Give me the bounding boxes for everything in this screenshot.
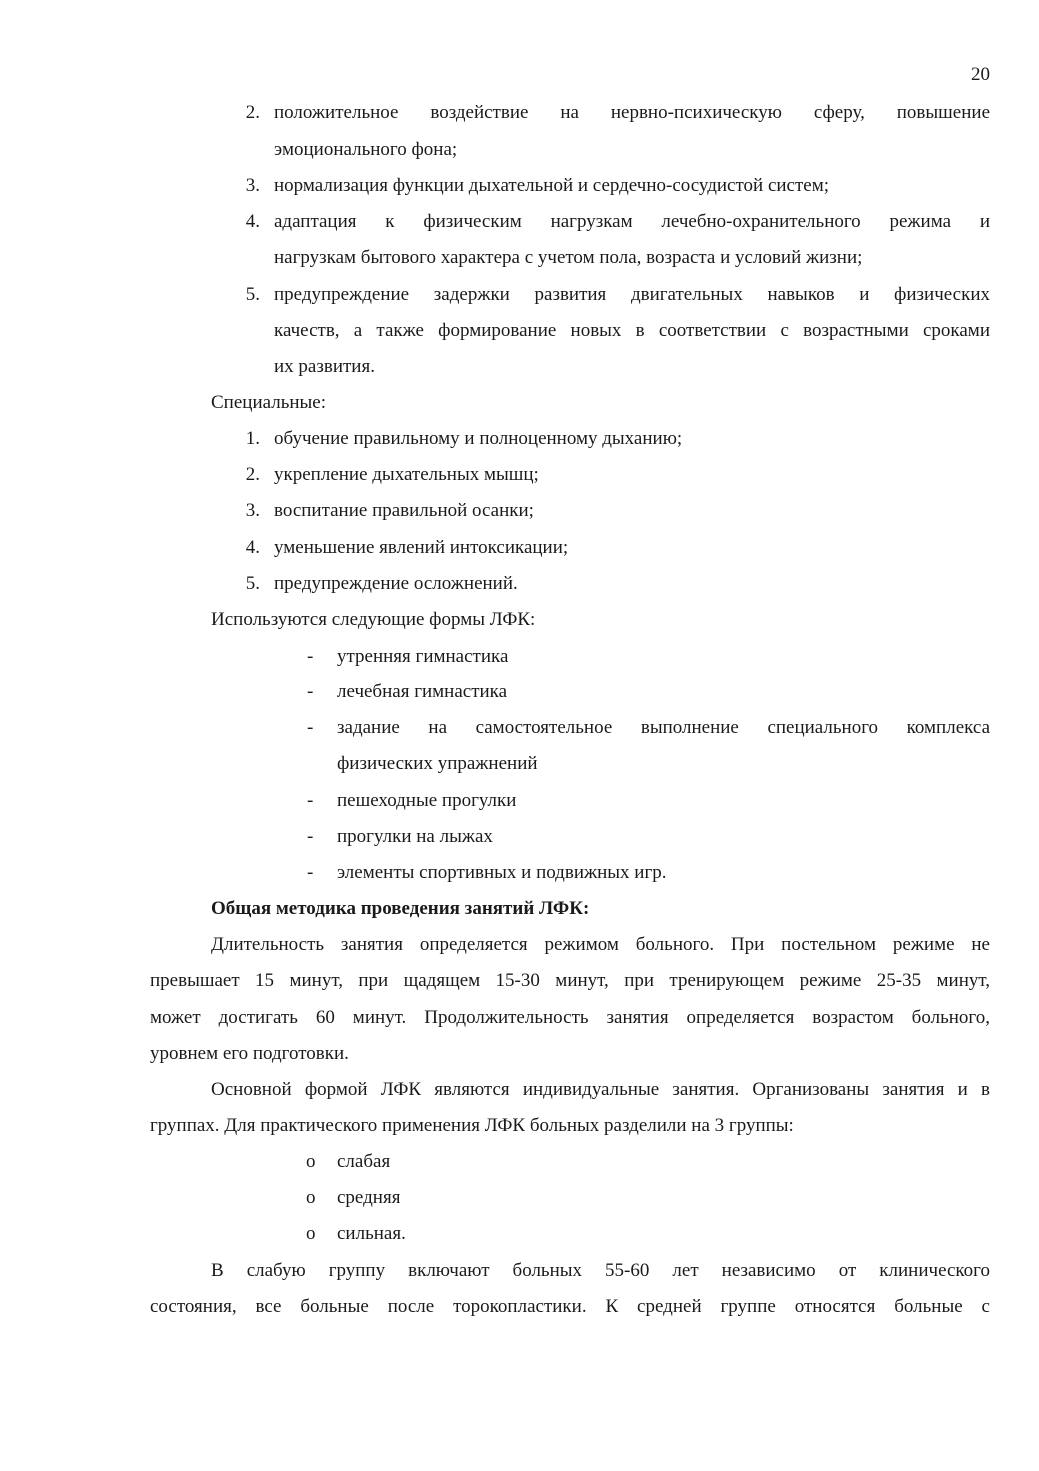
special-heading: Специальные: xyxy=(211,392,327,413)
list-item-text: физических упражнений xyxy=(337,753,538,774)
paragraph-line: может достигать 60 минут. Продолжительность занятия определяется возрастом больного, xyxy=(150,1007,990,1028)
list-item-marker: o xyxy=(306,1151,316,1172)
list-item-text: задание на самостоятельное выполнение специального комплекса xyxy=(337,717,990,738)
list-item-marker: - xyxy=(307,681,314,702)
list-item-number: 3. xyxy=(245,500,260,521)
list-item-marker: - xyxy=(307,826,314,847)
list-item-text: адаптация к физическим нагрузкам лечебно-охранительного режима и xyxy=(274,211,990,232)
list-item-text: качеств, а также формирование новых в соответствии с возрастными сроками xyxy=(274,320,990,341)
paragraph-line: Основной формой ЛФК являются индивидуальные занятия. Организованы занятия и в xyxy=(211,1079,990,1100)
list-item-number: 1. xyxy=(245,428,260,449)
list-item-marker: - xyxy=(307,646,314,667)
list-item-text: укрепление дыхательных мышц; xyxy=(274,464,539,485)
list-item-number: 3. xyxy=(245,175,260,196)
list-item-text: нагрузкам бытового характера с учетом пола, возраста и условий жизни; xyxy=(274,247,863,268)
list-item-number: 2. xyxy=(245,464,260,485)
paragraph-line: В слабую группу включают больных 55-60 лет независимо от клинического xyxy=(211,1260,990,1281)
list-item-text: сильная. xyxy=(337,1223,406,1244)
list-item-marker: - xyxy=(307,717,314,738)
list-item-text: лечебная гимнастика xyxy=(337,681,508,702)
list-item-marker: o xyxy=(306,1223,316,1244)
list-item-text: нормализация функции дыхательной и сердечно-сосудистой систем; xyxy=(274,175,830,196)
list-item-number: 4. xyxy=(245,211,260,232)
page-number: 20 xyxy=(971,64,990,85)
paragraph-line: группах. Для практического применения ЛФК больных разделили на 3 группы: xyxy=(150,1115,794,1136)
section-heading: Общая методика проведения занятий ЛФК: xyxy=(211,898,590,919)
forms-heading: Используются следующие формы ЛФК: xyxy=(211,609,536,630)
list-item-text: средняя xyxy=(337,1187,401,1208)
list-item-number: 2. xyxy=(245,102,260,123)
list-item-marker: o xyxy=(306,1187,316,1208)
list-item-text: воспитание правильной осанки; xyxy=(274,500,534,521)
paragraph-line: превышает 15 минут, при щадящем 15-30 минут, при тренирующем режиме 25-35 минут, xyxy=(150,970,990,991)
list-item-number: 5. xyxy=(245,573,260,594)
list-item-number: 5. xyxy=(245,284,260,305)
list-item-text: эмоционального фона; xyxy=(274,139,458,160)
list-item-text: утренняя гимнастика xyxy=(337,646,509,667)
list-item-number: 4. xyxy=(245,537,260,558)
list-item-text: их развития. xyxy=(274,356,375,377)
list-item-text: пешеходные прогулки xyxy=(337,790,517,811)
list-item-text: предупреждение осложнений. xyxy=(274,573,518,594)
list-item-text: положительное воздействие на нервно-психическую сферу, повышение xyxy=(274,102,990,123)
paragraph-line: состояния, все больные после торокопластики. К средней группе относятся больные с xyxy=(150,1296,990,1317)
list-item-marker: - xyxy=(307,790,314,811)
list-item-text: предупреждение задержки развития двигательных навыков и физических xyxy=(274,284,990,305)
paragraph-line: уровнем его подготовки. xyxy=(150,1043,349,1064)
list-item-text: элементы спортивных и подвижных игр. xyxy=(337,862,667,883)
paragraph-line: Длительность занятия определяется режимом больного. При постельном режиме не xyxy=(211,934,990,955)
list-item-text: слабая xyxy=(337,1151,391,1172)
list-item-text: прогулки на лыжах xyxy=(337,826,493,847)
list-item-text: обучение правильному и полноценному дыханию; xyxy=(274,428,683,449)
list-item-marker: - xyxy=(307,862,314,883)
list-item-text: уменьшение явлений интоксикации; xyxy=(274,537,569,558)
